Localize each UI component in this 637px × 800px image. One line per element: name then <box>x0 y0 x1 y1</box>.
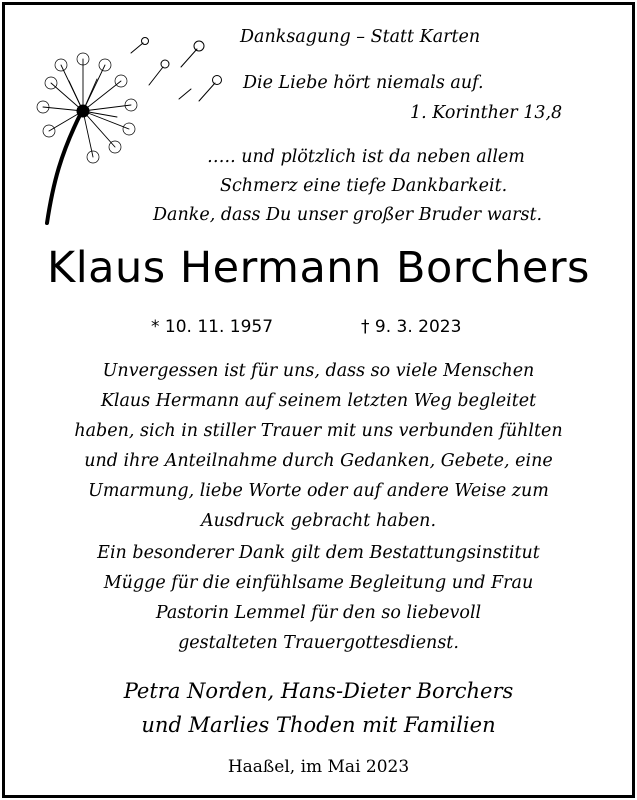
family-line-2: und Marlies Thoden mit Familien <box>141 713 496 737</box>
place-date: Haaßel, im Mai 2023 <box>227 757 410 777</box>
paragraph2-line: Mügge für die einfühlsame Begleitung und Frau <box>103 573 534 593</box>
paragraph1-line: haben, sich in stiller Trauer mit uns verbunden fühlten <box>74 421 563 441</box>
intro-line-1: ….. und plötzlich ist da neben allem <box>207 147 525 167</box>
paragraph1-line: Ausdruck gebracht haben. <box>200 511 437 531</box>
death-date: † 9. 3. 2023 <box>361 317 462 337</box>
heading: Danksagung – Statt Karten <box>240 27 481 47</box>
quote-source: 1. Korinther 13,8 <box>410 103 563 123</box>
birth-date: * 10. 11. 1957 <box>151 317 274 337</box>
paragraph1-line: und ihre Anteilnahme durch Gedanken, Gebete, eine <box>84 451 553 471</box>
family-line-1: Petra Norden, Hans-Dieter Borchers <box>123 679 514 703</box>
dandelion-icon <box>31 23 231 228</box>
obituary-card <box>2 2 635 798</box>
quote-text: Die Liebe hört niemals auf. <box>243 73 484 93</box>
paragraph1-line: Klaus Hermann auf seinem letzten Weg begleitet <box>100 391 537 411</box>
paragraph1-line: Unvergessen ist für uns, dass so viele Menschen <box>102 361 535 381</box>
intro-line-3: Danke, dass Du unser großer Bruder warst. <box>153 205 543 225</box>
paragraph2-line: Ein besonderer Dank gilt dem Bestattungsinstitut <box>97 543 540 563</box>
paragraph2-line: Pastorin Lemmel für den so liebevoll <box>155 603 482 623</box>
intro-line-2: Schmerz eine tiefe Dankbarkeit. <box>220 176 508 196</box>
paragraph1-line: Umarmung, liebe Worte oder auf andere Weise zum <box>88 481 549 501</box>
deceased-name: Klaus Hermann Borchers <box>47 243 590 293</box>
paragraph2-line: gestalteten Trauergottesdienst. <box>178 633 459 653</box>
